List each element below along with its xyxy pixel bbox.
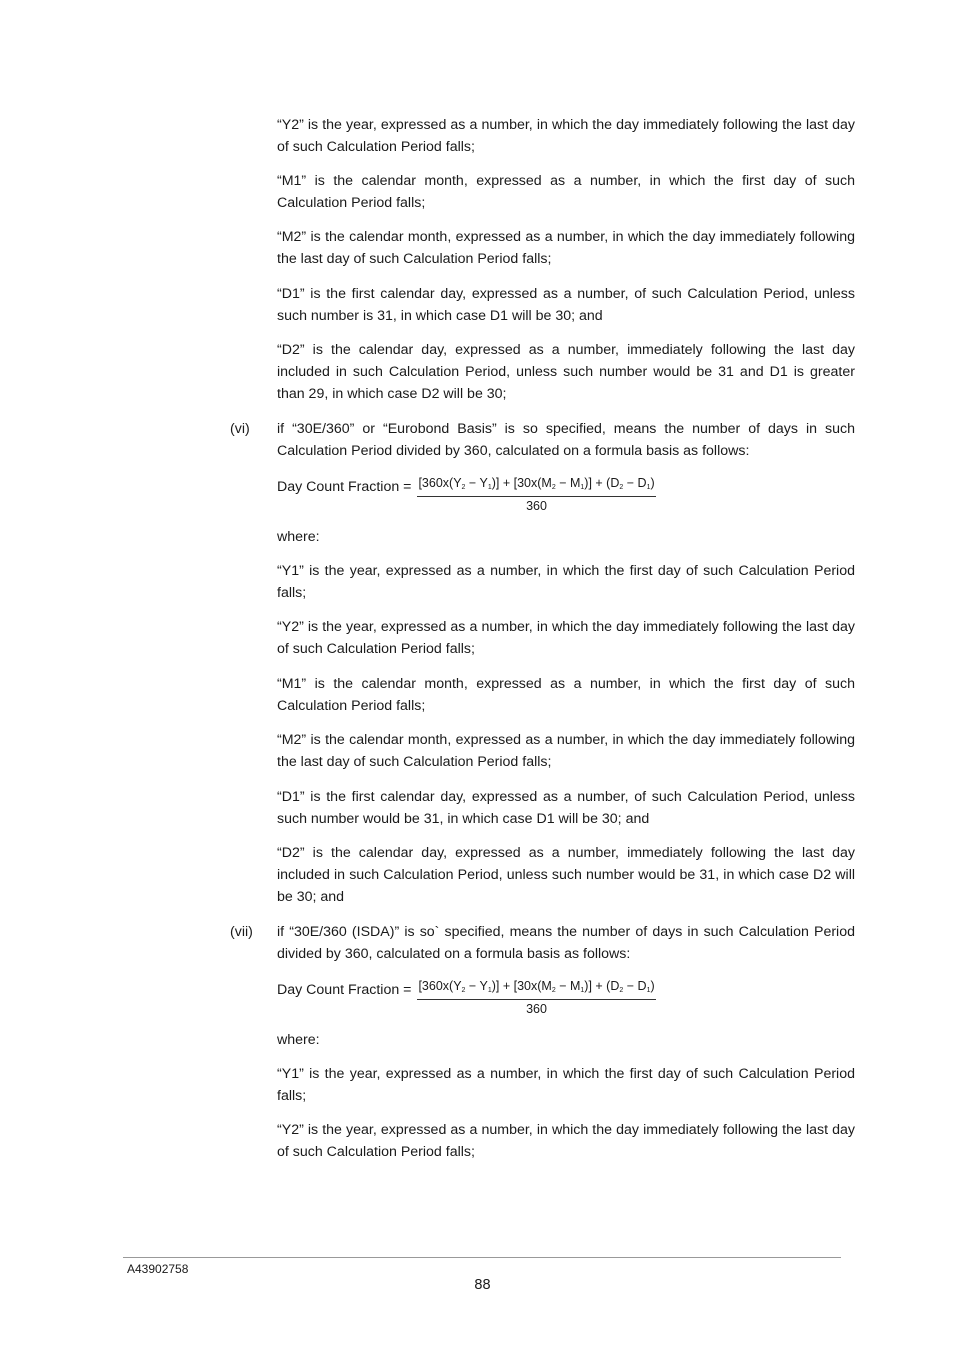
- document-reference: A43902758: [127, 1262, 189, 1276]
- formula-fraction: [417, 476, 655, 514]
- definition-d1: “D1” is the first calendar day, expressed as a number, of such Calculation Period, unless such number is 31, in which case D1 will be 30; and: [277, 286, 855, 324]
- formula-denominator: 360: [526, 499, 547, 513]
- definition-m2: “M2” is the calendar month, expressed as a number, in which the day immediately following the last day of such Calculation Period falls;: [277, 229, 855, 267]
- definition-m1: “M1” is the calendar month, expressed as a number, in which the first day of such Calculation Period falls;: [277, 676, 855, 714]
- definition-y2: “Y2” is the year, expressed as a number, in which the day immediately following the last day of such Calculation Period falls;: [277, 1122, 855, 1160]
- formula-denominator: 360: [526, 1002, 547, 1016]
- formula-fraction: [417, 979, 655, 1017]
- formula-label: Day Count Fraction =: [277, 479, 412, 495]
- item-marker-vi: (vi): [230, 421, 250, 437]
- definition-y2: “Y2” is the year, expressed as a number, in which the day immediately following the last day of such Calculation Period falls;: [277, 619, 855, 657]
- definition-d2: “D2” is the calendar day, expressed as a number, immediately following the last day included in such Calculation Period, unless such number would be 31, in which case D2 will be 30; and: [277, 845, 855, 905]
- item-vii-text: if “30E/360 (ISDA)” is so` specified, means the number of days in such Calculation Period divided by 360, calculated on a formula basis as follows:: [277, 924, 855, 962]
- where-label: where:: [277, 1032, 320, 1048]
- definition-d1: “D1” is the first calendar day, expressed as a number, of such Calculation Period, unless such number would be 31, in which case D1 will be 30; and: [277, 789, 855, 827]
- definition-m1: “M1” is the calendar month, expressed as a number, in which the first day of such Calculation Period falls;: [277, 173, 855, 211]
- definition-y1: “Y1” is the year, expressed as a number, in which the first day of such Calculation Period falls;: [277, 1066, 855, 1104]
- definition-d2: “D2” is the calendar day, expressed as a number, immediately following the last day included in such Calculation Period, unless such number would be 31 and D1 is greater than 29, in which case D2 will be 30;: [277, 342, 855, 402]
- item-marker-vii: (vii): [230, 924, 253, 940]
- formula-label: Day Count Fraction =: [277, 982, 412, 998]
- day-count-formula: [277, 476, 656, 514]
- where-label: where:: [277, 529, 320, 545]
- formula-numerator: $[360x(Y_2 - Y_1)] + [30x(M_2 - M_1)] + (D_2 - D_1)$: [417, 979, 655, 1000]
- item-vi-text: if “30E/360” or “Eurobond Basis” is so specified, means the number of days in such Calculation Period divided by 360, calculated on a formula basis as follows:: [277, 421, 855, 459]
- page-number: 88: [474, 1277, 491, 1293]
- definition-y1: “Y1” is the year, expressed as a number, in which the first day of such Calculation Period falls;: [277, 563, 855, 601]
- definition-y2: “Y2” is the year, expressed as a number, in which the day immediately following the last day of such Calculation Period falls;: [277, 117, 855, 155]
- formula-numerator: $[360x(Y_2 - Y_1)] + [30x(M_2 - M_1)] + (D_2 - D_1)$: [417, 476, 655, 497]
- definition-m2: “M2” is the calendar month, expressed as a number, in which the day immediately following the last day of such Calculation Period falls;: [277, 732, 855, 770]
- day-count-formula: [277, 979, 656, 1017]
- footer-divider: [123, 1257, 841, 1258]
